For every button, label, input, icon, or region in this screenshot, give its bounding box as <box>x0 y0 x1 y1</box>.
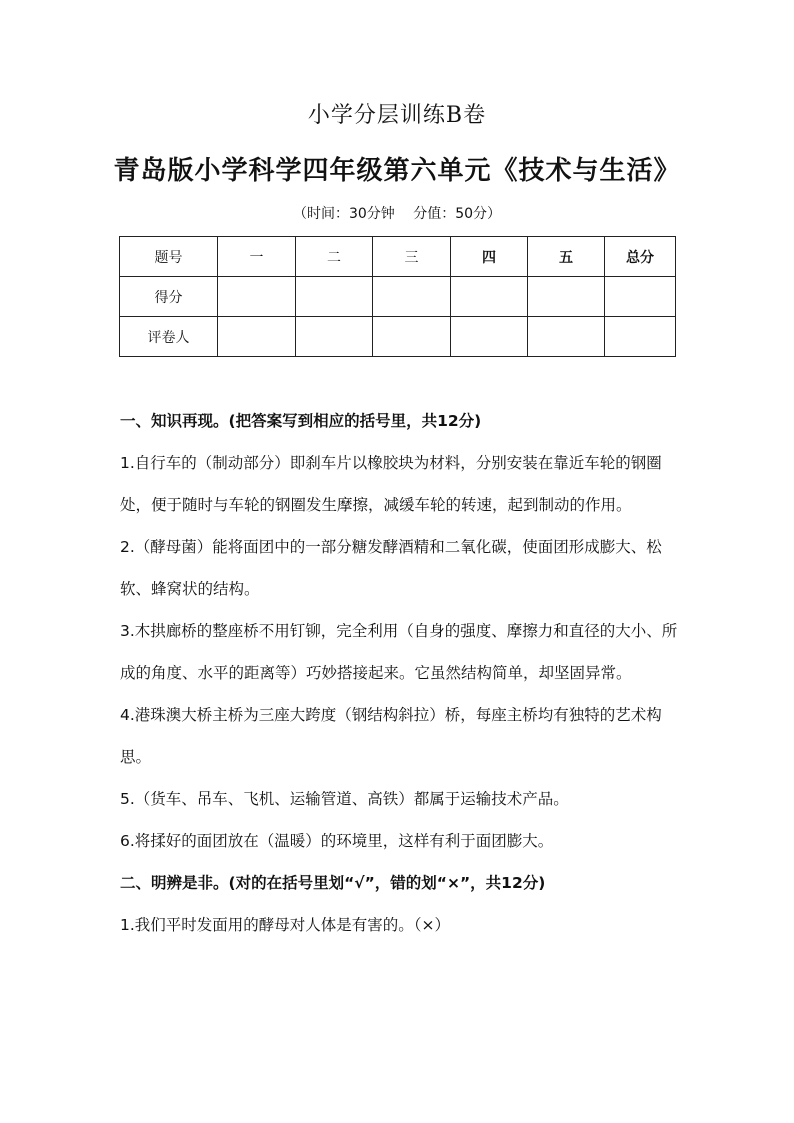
score-cell <box>528 277 605 317</box>
question-item: 3.木拱廊桥的整座桥不用钉铆，完全利用（自身的强度、摩擦力和直径的大小、所成的角度、水平的距离等）巧妙搭接起来。它虽然结构简单，却坚固异常。 <box>120 622 678 682</box>
score-table-header-row <box>120 237 676 277</box>
score-table-row-label: 得分 <box>120 277 218 317</box>
question-item: 5.（货车、吊车、飞机、运输管道、高铁）都属于运输技术产品。 <box>120 790 569 808</box>
score-table-header-cell: 二 <box>296 237 373 277</box>
question-item: 1.我们平时发面用的酵母对人体是有害的。（×） <box>120 916 451 934</box>
score-table-header-cell: 三 <box>373 237 451 277</box>
question-item: 6.将揉好的面团放在（温暖）的环境里，这样有利于面团膨大。 <box>120 832 554 850</box>
score-cell <box>605 277 676 317</box>
section-1-heading: 一、知识再现。(把答案写到相应的括号里，共12分) <box>120 412 482 430</box>
score-table <box>119 236 676 357</box>
grader-cell <box>605 317 676 357</box>
score-table-row-label: 评卷人 <box>120 317 218 357</box>
grader-cell <box>296 317 373 357</box>
grader-cell <box>528 317 605 357</box>
document-title: 小学分层训练B卷 <box>307 103 487 128</box>
grader-cell <box>373 317 451 357</box>
score-table-row-score <box>120 277 676 317</box>
score-table-row-grader <box>120 317 676 357</box>
score-table-header-cell: 五 <box>528 237 605 277</box>
score-cell <box>373 277 451 317</box>
score-table-header-cell: 一 <box>218 237 296 277</box>
score-cell <box>218 277 296 317</box>
question-item: 1.自行车的（制动部分）即刹车片以橡胶块为材料，分别安装在靠近车轮的钢圈处，便于随时与车轮的钢圈发生摩擦，减缓车轮的转速，起到制动的作用。 <box>120 454 662 514</box>
question-item: 4.港珠澳大桥主桥为三座大跨度（钢结构斜拉）桥，每座主桥均有独特的艺术构思。 <box>120 706 662 766</box>
question-item: 2.（酵母菌）能将面团中的一部分糖发酵酒精和二氧化碳，使面团形成膨大、松软、蜂窝状的结构。 <box>120 538 662 598</box>
document-subtitle: 青岛版小学科学四年级第六单元《技术与生活》 <box>113 156 681 186</box>
section-2-heading: 二、明辨是非。(对的在括号里划“√”，错的划“×”，共12分) <box>120 874 546 892</box>
grader-cell <box>451 317 528 357</box>
grader-cell <box>218 317 296 357</box>
score-cell <box>451 277 528 317</box>
score-cell <box>296 277 373 317</box>
score-table-header-cell: 题号 <box>120 237 218 277</box>
score-table-header-cell: 四 <box>451 237 528 277</box>
exam-content <box>120 400 680 946</box>
time-and-score-info: （时间：30分钟 分值：50分） <box>292 206 502 222</box>
score-table-header-cell: 总分 <box>605 237 676 277</box>
